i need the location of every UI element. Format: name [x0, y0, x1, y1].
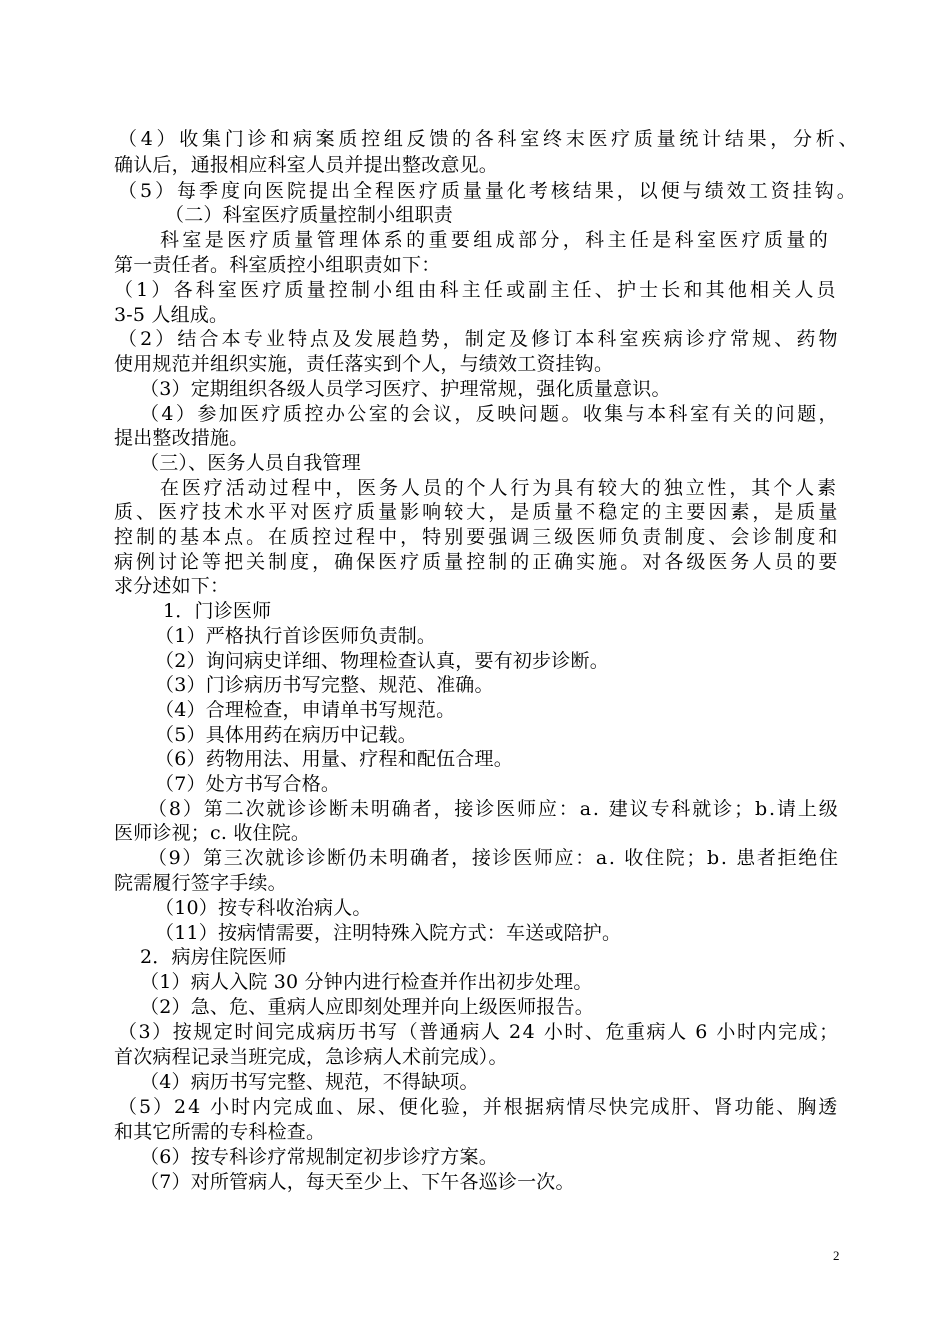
text-line: 第一责任者。科室质控小组职责如下：	[114, 254, 441, 276]
text-line: （3）定期组织各级人员学习医疗、护理常规，强化质量意识。	[140, 378, 671, 400]
text-line: （9）第三次就诊诊断仍未明确者，接诊医师应：a. 收住院；b. 患者拒绝住	[148, 847, 840, 869]
text-line: 质、医疗技术水平对医疗质量影响较大，是质量不稳定的主要因素，是质量	[114, 501, 841, 523]
text-line: （2）结合本专业特点及发展趋势，制定及修订本科室疾病诊疗常规、药物	[118, 328, 841, 350]
text-line: （1）严格执行首诊医师负责制。	[155, 625, 437, 647]
text-line: 医师诊视；c. 收住院。	[114, 822, 311, 844]
text-line: （4）收集门诊和病案质控组反馈的各科室终末医疗质量统计结果，分析、	[118, 128, 862, 150]
subsection-heading: 1．门诊医师	[163, 600, 272, 622]
text-line: （1）各科室医疗质量控制小组由科主任或副主任、护士长和其他相关人员	[114, 279, 839, 301]
text-line: （2）询问病史详细、物理检查认真，要有初步诊断。	[155, 650, 609, 672]
text-line: 使用规范并组织实施，责任落实到个人，与绩效工资挂钩。	[114, 353, 614, 375]
text-line: （4）病历书写完整、规范，不得缺项。	[140, 1071, 479, 1093]
subsection-heading: 2．病房住院医师	[140, 946, 287, 968]
text-line: （4）参加医疗质控办公室的会议，反映问题。收集与本科室有关的问题，	[140, 403, 840, 425]
text-line: 和其它所需的专科检查。	[114, 1121, 326, 1143]
text-line: （6）药物用法、用量、疗程和配伍合理。	[155, 748, 513, 770]
text-line: 病例讨论等把关制度，确保医疗质量控制的正确实施。对各级医务人员的要	[114, 551, 841, 573]
text-line: 首次病程记录当班完成，急诊病人术前完成）。	[114, 1046, 508, 1068]
text-line: （7）对所管病人，每天至少上、下午各巡诊一次。	[140, 1171, 575, 1193]
text-line: （2）急、危、重病人应即刻处理并向上级医师报告。	[140, 996, 594, 1018]
text-line: （1）病人入院 30 分钟内进行检查并作出初步处理。	[140, 971, 593, 993]
text-line: （11）按病情需要，注明特殊入院方式：车送或陪护。	[155, 922, 622, 944]
text-line: 科室是医疗质量管理体系的重要组成部分，科主任是科室医疗质量的	[160, 229, 832, 251]
text-line: （3）门诊病历书写完整、规范、准确。	[155, 674, 494, 696]
text-line: 院需履行签字手续。	[114, 872, 287, 894]
text-line: 在医疗活动过程中，医务人员的个人行为具有较大的独立性，其个人素	[160, 477, 839, 499]
text-line: （7）处方书写合格。	[155, 773, 341, 795]
text-line: （3）按规定时间完成病历书写（普通病人 24 小时、危重病人 6 小时内完成；	[118, 1021, 840, 1043]
text-line: （5）每季度向医院提出全程医疗质量量化考核结果，以便与绩效工资挂钩。	[118, 180, 859, 202]
text-line: （4）合理检查，申请单书写规范。	[155, 699, 456, 721]
section-heading: （三）、医务人员自我管理	[140, 452, 361, 474]
text-line: （5）具体用药在病历中记载。	[155, 724, 417, 746]
text-line: 3-5 人组成。	[114, 304, 229, 326]
text-line: （8）第二次就诊诊断未明确者，接诊医师应：a. 建议专科就诊；b.请上级	[148, 798, 840, 820]
text-line: （5）24 小时内完成血、尿、便化验，并根据病情尽快完成肝、肾功能、胸透	[118, 1096, 840, 1118]
section-heading: （二）科室医疗质量控制小组职责	[165, 204, 454, 226]
text-line: （6）按专科诊疗常规制定初步诊疗方案。	[140, 1146, 498, 1168]
page-number: 2	[833, 1248, 840, 1263]
text-line: 确认后，通报相应科室人员并提出整改意见。	[114, 154, 499, 176]
text-line: 提出整改措施。	[114, 427, 249, 449]
text-line: （10）按专科收治病人。	[155, 897, 372, 919]
text-line: 求分述如下：	[114, 575, 230, 597]
text-line: 控制的基本点。在质控过程中，特别要强调三级医师负责制度、会诊制度和	[114, 526, 841, 548]
